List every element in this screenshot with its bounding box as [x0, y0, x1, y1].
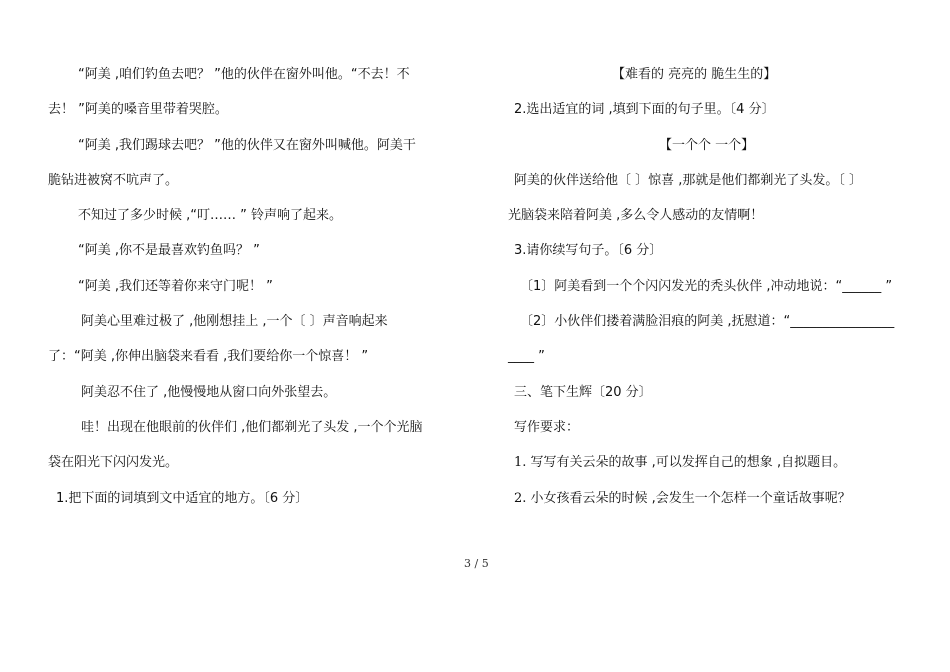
left-line-8: 阿美心里难过极了 ,他刚想挂上 ,一个〔 〕声音响起来	[81, 314, 388, 329]
section-3-title: 三、笔下生辉〔20 分〕	[514, 385, 652, 400]
left-line-6: “阿美 ,你不是最喜欢钓鱼吗？ ”	[78, 243, 260, 258]
left-line-4: 脆钻进被窝不吭声了。	[48, 173, 179, 188]
left-line-7: “阿美 ,我们还等着你来守门呢！ ”	[78, 279, 273, 294]
left-line-11: 哇！出现在他眼前的伙伴们 ,他们都剃光了头发 ,一个个光脑	[81, 420, 423, 435]
page-number: 3 / 5	[464, 557, 489, 570]
question-3-item-2: 〔2〕小伙伴们搂着满脸泪痕的阿美 ,抚慰道：“________________	[520, 314, 895, 329]
left-line-1: “阿美 ,咱们钓鱼去吧？ ”他的伙伴在窗外叫他。“不去！不	[78, 67, 410, 82]
word-bank-2: 【一个个 一个】	[659, 138, 755, 153]
requirement-2-number: 2.	[514, 491, 527, 506]
right-line-5: 光脑袋来陪着阿美 ,多么令人感动的友情啊！	[508, 208, 764, 223]
requirement-1-number: 1.	[514, 455, 527, 470]
left-line-3: “阿美 ,我们踢球去吧？ ”他的伙伴又在窗外叫喊他。阿美干	[78, 138, 416, 153]
question-3: 3.请你续写句子。〔6 分〕	[514, 243, 663, 258]
left-line-5: 不知过了多少时候 ,“叮…… ” 铃声响了起来。	[78, 208, 342, 223]
right-line-4: 阿美的伙伴送给他〔 〕惊喜 ,那就是他们都剃光了头发。〔 〕	[514, 173, 863, 188]
question-1: 1.把下面的词填到文中适宜的地方。〔6 分〕	[56, 491, 309, 506]
requirement-1	[514, 454, 846, 472]
left-line-9: 了：“阿美 ,你伸出脑袋来看看 ,我们要给你一个惊喜！ ”	[48, 349, 369, 364]
requirement-2-text: 小女孩看云朵的时候 ,会发生一个怎样一个童话故事呢？	[530, 491, 851, 506]
question-3-item-1: 〔1〕阿美看到一个个闪闪发光的秃头伙伴 ,冲动地说：“______ ”	[520, 279, 893, 294]
question-3-item-2-cont: ____ ”	[508, 349, 545, 364]
question-2: 2.选出适宜的词 ,填到下面的句子里。〔4 分〕	[514, 102, 775, 117]
writing-requirements-label: 写作要求：	[514, 420, 580, 435]
word-bank-1: 【难看的 亮亮的 脆生生的】	[612, 67, 777, 82]
left-line-10: 阿美忍不住了 ,他慢慢地从窗口向外张望去。	[81, 385, 337, 400]
left-line-2: 去！ ”阿美的嗓音里带着哭腔。	[48, 102, 228, 117]
left-line-12: 袋在阳光下闪闪发光。	[48, 455, 179, 470]
requirement-1-text: 写写有关云朵的故事 ,可以发挥自己的想象 ,自拟题目。	[530, 455, 847, 470]
requirement-2	[514, 490, 851, 508]
